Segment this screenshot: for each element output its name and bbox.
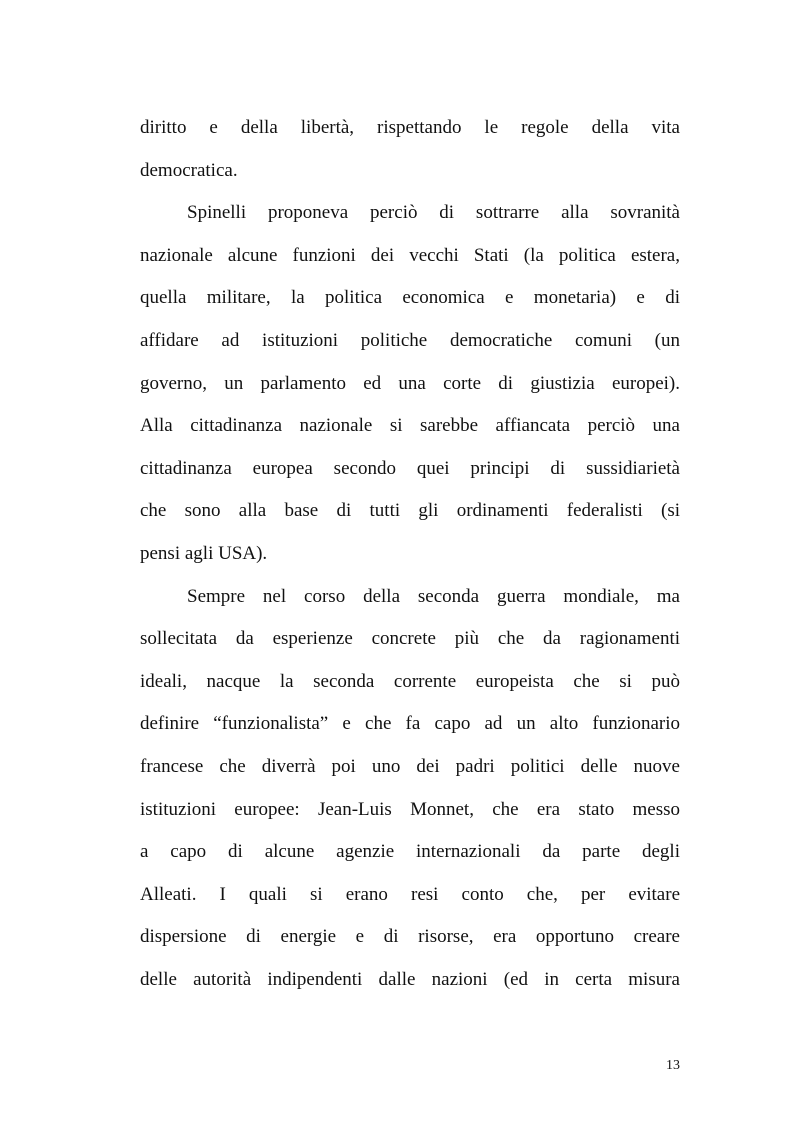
text-line: delle autorità indipendenti dalle nazioni (ed in certa misura xyxy=(140,968,680,990)
text-line: francese che diverrà poi uno dei padri politici delle nuove xyxy=(140,755,680,777)
text-line: democratica. xyxy=(140,159,238,181)
text-line: quella militare, la politica economica e monetaria) e di xyxy=(140,287,680,309)
paragraph xyxy=(140,107,680,192)
text-line: pensi agli USA). xyxy=(140,542,268,564)
text-line: Spinelli proponeva perciò di sottrarre alla sovranità xyxy=(187,202,680,224)
text-line: Alla cittadinanza nazionale si sarebbe affiancata perciò una xyxy=(140,415,680,437)
text-line: sollecitata da esperienze concrete più che da ragionamenti xyxy=(140,628,680,650)
text-line: a capo di alcune agenzie internazionali da parte degli xyxy=(140,841,680,863)
text-line: cittadinanza europea secondo quei principi di sussidiarietà xyxy=(140,457,680,479)
text-line: affidare ad istituzioni politiche democratiche comuni (un xyxy=(140,329,680,351)
text-line: definire “funzionalista” e che fa capo ad un alto funzionario xyxy=(140,713,680,735)
text-line: nazionale alcune funzioni dei vecchi Stati (la politica estera, xyxy=(140,244,680,266)
text-line: governo, un parlamento ed una corte di giustizia europei). xyxy=(140,372,680,394)
text-line: diritto e della libertà, rispettando le regole della vita xyxy=(140,117,680,138)
text-line: Sempre nel corso della seconda guerra mondiale, ma xyxy=(187,585,680,607)
text-line: Alleati. I quali si erano resi conto che, per evitare xyxy=(140,883,680,905)
paragraph xyxy=(140,576,680,1002)
paragraph xyxy=(140,192,680,575)
page-number: 13 xyxy=(666,1058,680,1073)
text-line: ideali, nacque la seconda corrente europeista che si può xyxy=(140,670,680,692)
text-line: dispersione di energie e di risorse, era opportuno creare xyxy=(140,926,680,948)
text-line: che sono alla base di tutti gli ordinamenti federalisti (si xyxy=(140,500,680,522)
body-text xyxy=(140,107,680,1001)
text-line: istituzioni europee: Jean-Luis Monnet, che era stato messo xyxy=(140,798,680,820)
